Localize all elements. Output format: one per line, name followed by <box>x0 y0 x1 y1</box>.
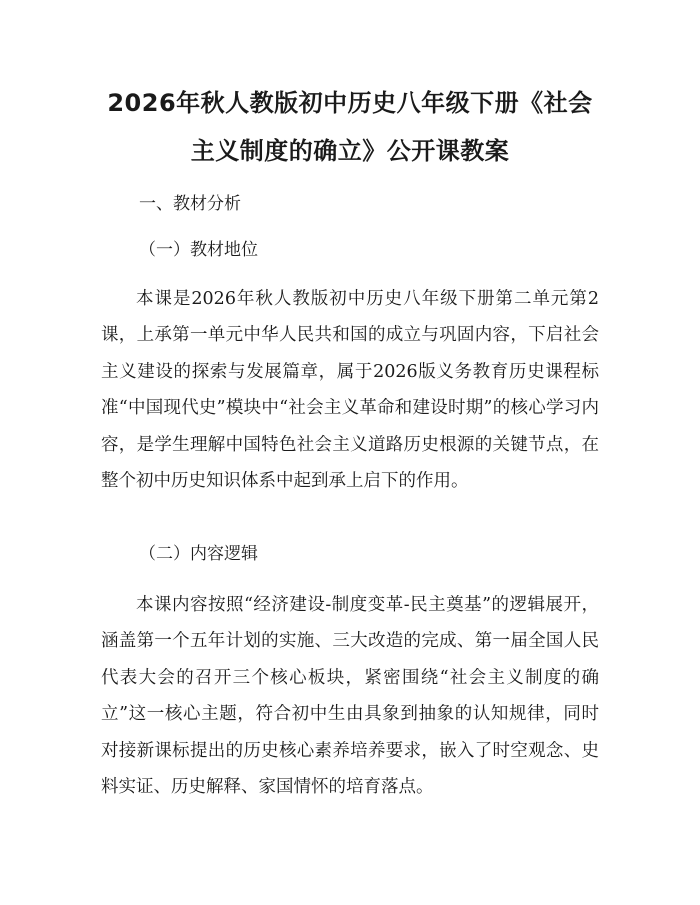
document-title-line-1: 2026年秋人教版初中历史八年级下册《社会 <box>107 89 593 117</box>
subsection-heading-textbook-position: （一）教材地位 <box>139 240 258 260</box>
document-title-line-2: 主义制度的确立》公开课教案 <box>190 137 510 165</box>
paragraph-content-logic: 本课内容按照“经济建设-制度变革-民主奠基”的逻辑展开，涵盖第一个五年计划的实施、三大改造的完成、第一届全国人民代表大会的召开三个核心板块，紧密围绕“社会主义制度的确立”这一核心主题，符合初中生由具象到抽象的认知规律，同时对接新课标提出的历史核心素养培养要求，嵌入了时空观念、史料实证、历史解释、家国情怀的培育落点。 <box>101 595 599 798</box>
section-heading-textbook-analysis: 一、教材分析 <box>139 194 241 214</box>
subsection-heading-content-logic: （二）内容逻辑 <box>139 544 258 564</box>
paragraph-textbook-position: 本课是2026年秋人教版初中历史八年级下册第二单元第2课，上承第一单元中华人民共和国的成立与巩固内容，下启社会主义建设的探索与发展篇章，属于2026版义务教育历史课程标准“中国现代史”模块中“社会主义革命和建设时期”的核心学习内容，是学生理解中国特色社会主义道路历史根源的关键节点，在整个初中历史知识体系中起到承上启下的作用。 <box>101 289 599 492</box>
